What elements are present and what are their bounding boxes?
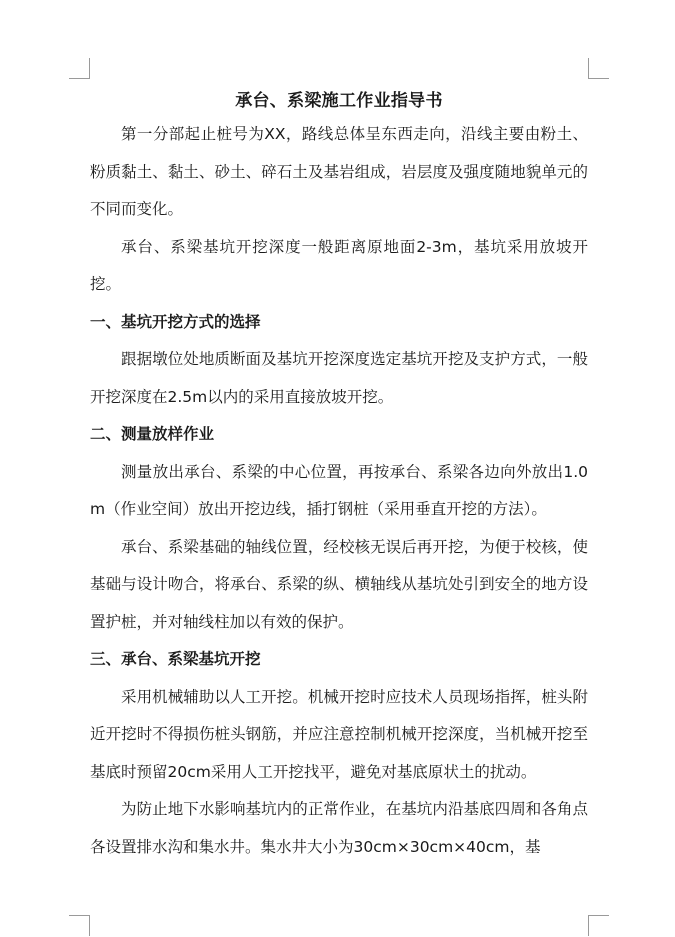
crop-mark-bottom-right (588, 915, 609, 936)
paragraph-axis-check: 承台、系梁基础的轴线位置，经校核无误后再开挖，为便于校核，使基础与设计吻合，将承台、系梁的纵、横轴线从基坑处引到安全的地方设置护桩，并对轴线柱加以有效的保护。 (90, 537, 588, 631)
document-body (90, 86, 588, 866)
paragraph-geology: 第一分部起止桩号为XX，路线总体呈东西走向，沿线主要由粉土、粉质黏土、黏土、砂土、碎石土及基岩组成，岩层度及强度随地貌单元的不同而变化。 (90, 125, 588, 218)
crop-mark-top-right (588, 58, 609, 79)
section-heading-1: 一、基坑开挖方式的选择 (90, 312, 261, 331)
crop-mark-top-left (69, 58, 90, 79)
paragraph-excavation-depth: 承台、系梁基坑开挖深度一般距离原地面2-3m，基坑采用放坡开挖。 (90, 237, 588, 293)
paragraph-excavation-method: 跟据墩位处地质断面及基坑开挖深度选定基坑开挖及支护方式，一般开挖深度在2.5m以内的采用直接放坡开挖。 (90, 350, 588, 406)
document-title: 承台、系梁施工作业指导书 (235, 91, 443, 111)
paragraph-mechanical-excavation: 采用机械辅助以人工开挖。机械开挖时应技术人员现场指挥，桩头附近开挖时不得损伤桩头钢筋，并应注意控制机械开挖深度，当机械开挖至基底时预留20cm采用人工开挖找平，避免对基底原状土的扰动。 (90, 687, 588, 781)
paragraph-survey-layout: 测量放出承台、系梁的中心位置，再按承台、系梁各边向外放出1.0m（作业空间）放出开挖边线，插打钢桩（采用垂直开挖的方法）。 (90, 462, 588, 518)
crop-mark-bottom-left (69, 915, 90, 936)
section-heading-3: 三、承台、系梁基坑开挖 (90, 650, 261, 668)
paragraph-drainage: 为防止地下水影响基坑内的正常作业，在基坑内沿基底四周和各角点各设置排水沟和集水井。集水井大小为30cm×30cm×40cm，基 (90, 800, 588, 856)
section-heading-2: 二、测量放样作业 (90, 425, 215, 443)
